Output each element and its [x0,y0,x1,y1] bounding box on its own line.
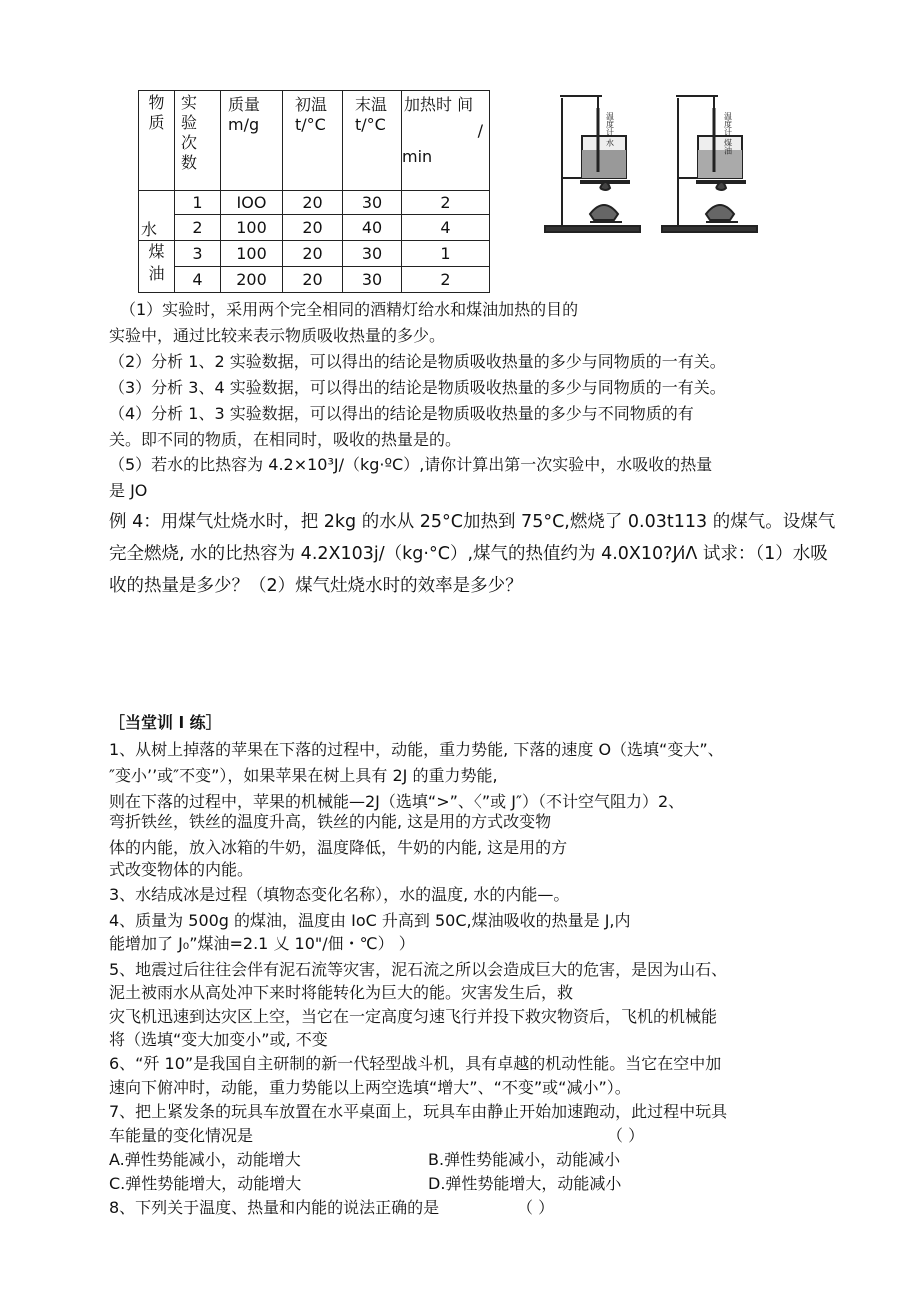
question-1b: 实验中，通过比较来表示物质吸收热量的多少。 [109,326,446,345]
question-5a: （5）若水的比热容为 4.2×10³J/（kg·ºC）,请你计算出第一次实验中，水吸收的热量 [109,455,713,474]
time-cell: 4 [402,215,490,241]
section-title: ［当堂训 l 练］ [109,713,222,732]
question-1a: （1）实验时，采用两个完全相同的酒精灯给水和煤油加热的目的 [120,300,579,319]
heating-apparatus-figure [540,88,790,236]
option-b: B.弹性势能减小，动能减小 [428,1150,621,1169]
exercise-5d: 将（选填“变大加变小”或, 不变 [109,1030,328,1049]
table-row [139,241,490,267]
final-temp-cell: 30 [343,191,402,215]
mass-cell: 200 [221,267,283,293]
experiment-table [138,90,490,293]
trial-cell: 1 [175,191,221,215]
exercise-6b: 速向下俯冲时，动能，重力势能以上两空选填“增大”、“不变”或“减小”）。 [109,1078,631,1097]
header-initial-temp: 初温t/°C [283,91,343,191]
exercise-5b: 泥土被雨水从高处冲下来时将能转化为巨大的能。灾害发生后，救 [109,983,574,1002]
example4-line1: 例 4：用煤气灶烧水时，把 2kg 的水从 25°C加热到 75°C,燃烧了 0.03t113 的煤气。设煤气 [109,512,836,532]
exercise-1c: 则在下落的过程中，苹果的机械能—2J（选填“>”、〈”或 J″）（不计空气阻力）2、 [109,792,685,811]
exercise-5a: 5、地震过后往往会伴有泥石流等灾害，泥石流之所以会造成巨大的危害，是因为山石、 [109,960,728,979]
trial-cell: 4 [175,267,221,293]
mass-cell: 100 [221,241,283,267]
exercise-7a: 7、把上紧发条的玩具车放置在水平桌面上，玩具车由静止开始加速跑动，此过程中玩具 [109,1102,728,1121]
mass-cell: 100 [221,215,283,241]
question-3: （3）分析 3、4 实验数据，可以得出的结论是物质吸收热量的多少与同物质的一有关。 [109,378,726,397]
exercise-5c: 灾飞机迅速到达灾区上空，当它在一定高度匀速飞行并投下救灾物资后，飞机的机械能 [109,1007,718,1026]
question-4b: 关。即不同的物质，在相同时，吸收的热量是的。 [109,430,462,449]
exercise-1b: ″变小’’或″不变”），如果苹果在树上具有 2J 的重力势能, [109,766,498,785]
exercise-1a: 1、从树上掉落的苹果在下落的过程中，动能，重力势能, 下落的速度 O（选填“变大”、 [109,740,724,759]
header-final-temp: 末温t/°C [343,91,402,191]
table-row [139,267,490,293]
final-temp-cell: 30 [343,241,402,267]
exercise-4a: 4、质量为 500g 的煤油，温度由 IoC 升高到 50C,煤油吸收的热量是 J,内 [109,911,631,930]
initial-temp-cell: 20 [283,215,343,241]
header-heating-time: 加热时 间 / min [402,91,490,191]
time-cell: 2 [402,191,490,215]
time-cell: 2 [402,267,490,293]
header-trial: 实验次数 [175,91,221,191]
time-cell: 1 [402,241,490,267]
question-5b: 是 JO [109,481,148,500]
exercise-8-answer-blank: （ ） [517,1198,555,1217]
option-d: D.弹性势能增大，动能减小 [428,1174,622,1193]
exercise-3: 3、水结成冰是过程（填物态变化名称），水的温度, 水的内能—。 [109,885,570,904]
question-4a: （4）分析 1、3 实验数据，可以得出的结论是物质吸收热量的多少与不同物质的有 [109,404,694,423]
exercise-7b: 车能量的变化情况是 [109,1126,254,1145]
exercise-2b: 体的内能，放入冰箱的牛奶，温度降低，牛奶的内能, 这是用的方 [109,838,568,857]
trial-cell: 3 [175,241,221,267]
table-row [139,215,490,241]
figure-label-kerosene: 温度计 煤油 [723,112,733,155]
final-temp-cell: 30 [343,267,402,293]
final-temp-cell: 40 [343,215,402,241]
mass-cell: IOO [221,191,283,215]
example4-line2: 完全燃烧, 水的比热容为 4.2X103j/（kg·°C）,煤气的热值约为 4.0X10?J⁄iΛ 试求：（1）水吸 [109,544,828,564]
trial-cell: 2 [175,215,221,241]
initial-temp-cell: 20 [283,267,343,293]
exercise-7-answer-blank: （ ） [607,1126,645,1145]
table-row [139,191,490,215]
exercise-4b: 能增加了 J₀”煤油=2.1 乂 10"/佃・℃） ） [109,934,415,953]
header-mass: 质量m/g [221,91,283,191]
initial-temp-cell: 20 [283,241,343,267]
figure-label-water: 温度计 水 [605,112,615,147]
header-substance: 物质 [139,91,175,191]
kerosene-cell: 煤油 [139,241,175,293]
option-a: A.弹性势能减小，动能增大 [109,1150,301,1169]
exercise-6a: 6、“歼 10”是我国自主研制的新一代轻型战斗机，具有卓越的机动性能。当它在空中加 [109,1054,722,1073]
exercise-8: 8、下列关于温度、热量和内能的说法正确的是 [109,1198,440,1217]
water-cell: 水 [139,191,175,241]
exercise-2c: 式改变物体的内能。 [109,860,254,879]
initial-temp-cell: 20 [283,191,343,215]
option-c: C.弹性势能增大，动能增大 [109,1174,302,1193]
question-2: （2）分析 1、2 实验数据，可以得出的结论是物质吸收热量的多少与同物质的一有关。 [109,352,726,371]
exercise-2a: 弯折铁丝，铁丝的温度升高，铁丝的内能, 这是用的方式改变物 [109,812,552,831]
example4-line3: 收的热量是多少？（2）煤气灶烧水时的效率是多少？ [109,576,523,596]
